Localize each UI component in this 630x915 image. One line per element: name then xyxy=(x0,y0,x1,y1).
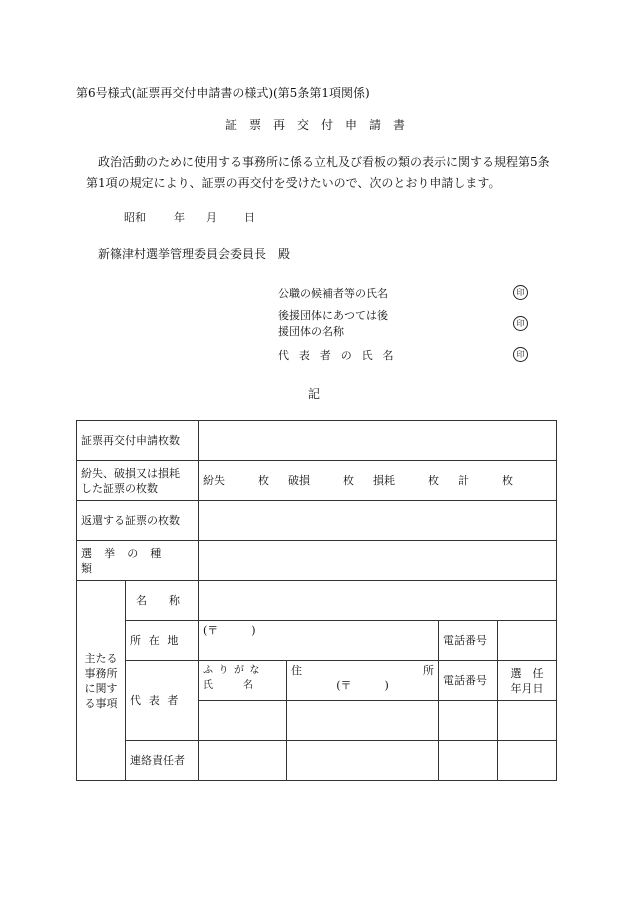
lost-damaged-label-line-1: 紛失、破損又は損耗 xyxy=(81,466,180,480)
location-label: 所在地 xyxy=(126,621,199,661)
date-year: 年 xyxy=(174,211,185,224)
sheet-unit: 枚 xyxy=(258,474,269,487)
seal-icon: 印 xyxy=(513,347,528,362)
seal-icon: 印 xyxy=(513,316,528,331)
furigana-label: ふりがな xyxy=(203,665,265,676)
sheet-unit: 枚 xyxy=(428,474,439,487)
name-header xyxy=(199,661,287,701)
election-date-label: 年月日 xyxy=(510,681,544,695)
main-office-label-line-2: 事務所 xyxy=(84,666,118,680)
sheet-unit: 枚 xyxy=(502,474,513,487)
address-label-left: 住 xyxy=(291,664,302,677)
seal-icon: 印 xyxy=(513,285,528,300)
office-name-field[interactable] xyxy=(199,581,557,621)
worn-label: 損耗 xyxy=(373,474,395,487)
form-number: 第6号様式(証票再交付申請書の様式)(第5条第1項関係) xyxy=(76,86,370,100)
main-office-label-line-1: 主たる xyxy=(84,651,118,665)
date-day: 日 xyxy=(244,211,255,224)
contact-name-field[interactable] xyxy=(199,741,287,781)
election-type-label: 選挙の種類 xyxy=(77,541,199,581)
contact-person-label: 連絡責任者 xyxy=(126,741,199,781)
table-row xyxy=(77,541,557,581)
postal-mark: (〒 ) xyxy=(336,679,389,692)
candidate-name-label: 公職の候補者等の氏名 xyxy=(278,287,388,300)
office-phone-field[interactable] xyxy=(498,621,557,661)
support-group-label-line-2: 援団体の名称 xyxy=(278,325,344,338)
location-field[interactable] xyxy=(199,621,439,661)
address-header xyxy=(287,661,439,701)
paragraph-line-1: 政治活動のために使用する事務所に係る立札及び看板の類の表示に関する規程第5条 xyxy=(98,155,550,169)
total-label: 計 xyxy=(458,474,469,487)
record-mark: 記 xyxy=(308,387,321,401)
support-group-row xyxy=(278,307,528,339)
office-phone-label: 電話番号 xyxy=(439,621,498,661)
reissue-form-table xyxy=(76,420,557,781)
contact-date-field[interactable] xyxy=(498,741,557,781)
returned-count-field[interactable] xyxy=(199,501,557,541)
reissue-count-label: 証票再交付申請枚数 xyxy=(77,421,199,461)
lost-damaged-counts[interactable] xyxy=(199,461,557,501)
table-row xyxy=(77,621,557,661)
representative-table-label: 代表者 xyxy=(126,661,199,741)
form-title: 証 票 再 交 付 申 請 書 xyxy=(224,118,405,132)
office-name-label: 名 称 xyxy=(126,581,199,621)
lost-label: 紛失 xyxy=(203,474,225,487)
election-date-header xyxy=(498,661,557,701)
election-label: 選 任 xyxy=(510,666,544,680)
candidate-name-row xyxy=(278,285,528,301)
support-group-label-line-1: 後援団体にあつては後 xyxy=(278,309,388,322)
postal-mark: (〒 ) xyxy=(203,624,256,637)
returned-count-label: 返還する証票の枚数 xyxy=(77,501,199,541)
table-row xyxy=(77,421,557,461)
representative-label: 代表者の氏名 xyxy=(278,349,404,362)
representative-name-field[interactable] xyxy=(199,701,287,741)
representative-phone-field[interactable] xyxy=(439,701,498,741)
contact-address-field[interactable] xyxy=(287,741,439,781)
person-name-label: 氏 名 xyxy=(203,680,253,691)
date-era: 昭和 xyxy=(124,211,146,224)
sheet-unit: 枚 xyxy=(343,474,354,487)
addressee: 新篠津村選挙管理委員会委員長 殿 xyxy=(98,247,291,261)
paragraph-line-2: 第1項の規定により、証票の再交付を受けたいので、次のとおり申請します。 xyxy=(86,176,501,190)
contact-phone-field[interactable] xyxy=(439,741,498,781)
election-date-field[interactable] xyxy=(498,701,557,741)
address-label-right: 所 xyxy=(423,664,434,677)
main-office-label-line-3: に関す xyxy=(84,681,118,695)
damaged-label: 破損 xyxy=(288,474,310,487)
representative-phone-label: 電話番号 xyxy=(439,661,498,701)
table-row xyxy=(77,461,557,501)
reissue-count-field[interactable] xyxy=(199,421,557,461)
main-office-label-line-4: る事項 xyxy=(84,696,118,710)
table-row xyxy=(77,661,557,701)
election-type-field[interactable] xyxy=(199,541,557,581)
table-row xyxy=(77,581,557,621)
representative-row xyxy=(278,347,528,363)
date-month: 月 xyxy=(206,211,217,224)
representative-address-field[interactable] xyxy=(287,701,439,741)
table-row xyxy=(77,501,557,541)
table-row xyxy=(77,741,557,781)
lost-damaged-label-line-2: した証票の枚数 xyxy=(81,481,158,495)
lost-damaged-label xyxy=(77,461,199,501)
main-office-label xyxy=(77,581,126,781)
